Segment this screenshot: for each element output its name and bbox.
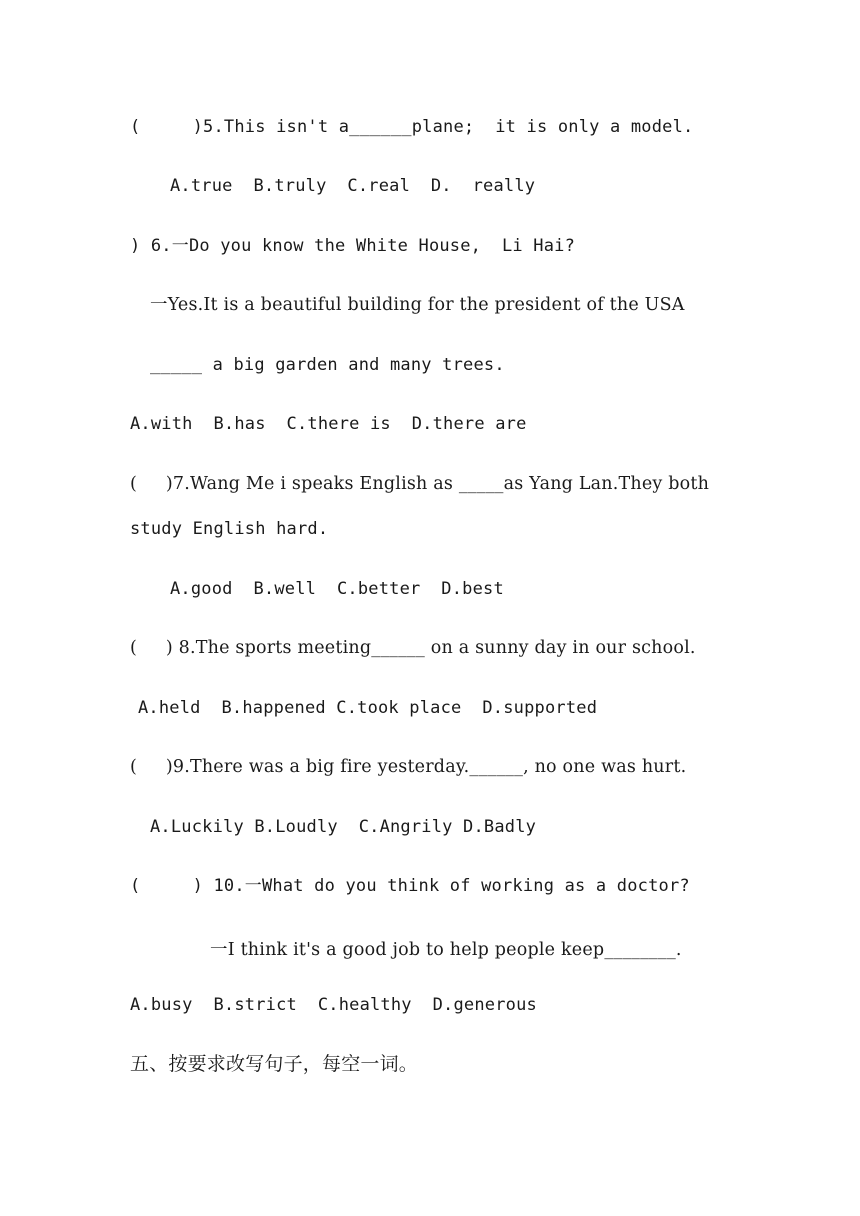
section-heading: 五、按要求改写句子，每空一词。 — [130, 1053, 419, 1075]
question-7-stem-line-1: ( )7.Wang Me i speaks English as _____as Yang Lan.They both — [130, 474, 710, 494]
question-10-stem: ( ) 10.一What do you think of working as a doctor? — [130, 876, 690, 896]
question-7-stem-line-2: study English hard. — [130, 519, 329, 539]
question-9-options: A.Luckily B.Loudly C.Angrily D.Badly — [150, 817, 537, 837]
question-7-options: A.good B.well C.better D.best — [170, 579, 504, 599]
question-6-answer-line-2: _____ a big garden and many trees. — [150, 355, 505, 375]
question-10-options: A.busy B.strict C.healthy D.generous — [130, 995, 537, 1015]
question-9-stem: ( )9.There was a big fire yesterday.______, no one was hurt. — [130, 757, 687, 777]
question-8-options: A.held B.happened C.took place D.supported — [138, 698, 598, 718]
question-6-options: A.with B.has C.there is D.there are — [130, 414, 527, 434]
question-6-answer-line-1: 一Yes.It is a beautiful building for the president of the USA — [150, 295, 685, 315]
question-5-stem: ( )5.This isn't a______plane; it is only a model. — [130, 117, 694, 137]
question-6-stem: ) 6.一Do you know the White House, Li Hai? — [130, 236, 576, 256]
question-10-answer: 一I think it's a good job to help people keep________. — [210, 940, 682, 960]
question-8-stem: ( ) 8.The sports meeting______ on a sunny day in our school. — [130, 638, 696, 658]
question-5-options: A.true B.truly C.real D. really — [170, 176, 536, 196]
